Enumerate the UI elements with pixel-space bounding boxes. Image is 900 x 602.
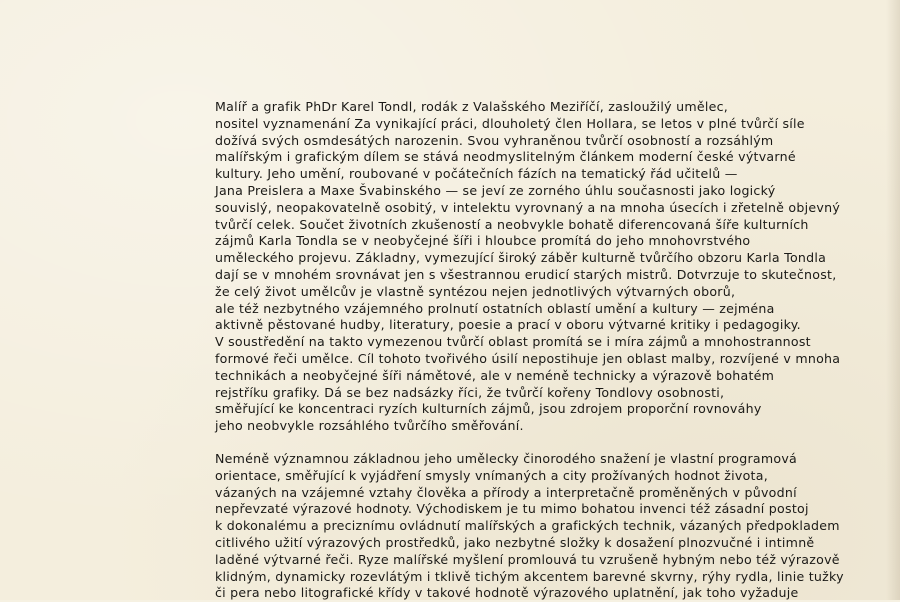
text-line: že celý život umělcův je vlastně syntézou nejen jednotlivých výtvarných oborů, bbox=[215, 283, 736, 299]
text-line: citlivého užití výrazových prostředků, jako nezbytné složky k dosažení plnozvučné i intimně bbox=[215, 534, 815, 550]
text-line: aktivně pěstované hudby, literatury, poesie a prací v oboru výtvarné kritiky i pedagogiky. bbox=[215, 317, 801, 333]
text-line: vázaných na vzájemné vztahy člověka a přírody a interpretačně proměněných v původní bbox=[215, 484, 797, 500]
text-line: orientace, směřující k vyjádření smysly vnímaných a city prožívaných hodnot života, bbox=[215, 467, 768, 483]
text-line: formové řeči umělce. Cíl tohoto tvořivého úsilí nepostihuje jen oblast malby, rozvíjené v mnoha bbox=[215, 350, 841, 366]
document-text bbox=[215, 99, 844, 602]
text-line: jeho neobvykle rozsáhlého tvůrčího směřování. bbox=[215, 418, 524, 434]
page-edge-shadow bbox=[886, 0, 900, 600]
paragraph-2 bbox=[215, 450, 844, 602]
text-line: či pera nebo litografické křídy v takové hodnotě výrazového uplatnění, jak toho vyžaduje bbox=[215, 585, 799, 601]
text-line: k dokonalému a preciznímu ovládnutí malířských a grafických technik, vázaných předpokladem bbox=[215, 518, 840, 534]
text-line: směřující ke koncentraci ryzích kulturních zájmů, jsou zdrojem proporční rovnováhy bbox=[215, 401, 762, 417]
text-line: nepřevzaté výrazové hodnoty. Východiskem je tu mimo bohatou invenci též zásadní postoj bbox=[215, 501, 809, 517]
text-line: uměleckého projevu. Základny, vymezující široký záběr kulturně tvůrčího obzoru Karla Tondla bbox=[215, 250, 827, 266]
text-line: dožívá svých osmdesátých narozenin. Svou vyhraněnou tvůrčí osobností a rozsáhlým bbox=[215, 132, 774, 148]
text-line: Malíř a grafik PhDr Karel Tondl, rodák z Valašského Meziříčí, zasloužilý umělec, bbox=[215, 99, 729, 114]
text-line: souvislý, neopakovatelně osobitý, v intelektu vyrovnaný a na mnoha úsecích i zřetelně objevný bbox=[215, 199, 841, 215]
text-line: tvůrčí celek. Součet životních zkušeností a neobvykle bohatě diferencovaná šíře kulturních bbox=[215, 216, 809, 232]
text-line: nositel vyznamenání Za vynikající práci, dlouholetý člen Hollara, se letos v plné tvůrčí síle bbox=[215, 115, 805, 131]
paragraph-1 bbox=[215, 99, 841, 435]
text-line: dají se v mnohém srovnávat jen s všestrannou erudicí starých mistrů. Dotvrzuje to skutečnost, bbox=[215, 266, 837, 282]
text-line: V soustředění na takto vymezenou tvůrčí oblast promítá se i míra zájmů a mnohostrannost bbox=[215, 334, 811, 350]
text-line: ale též nezbytného vzájemného prolnutí ostatních oblastí umění a kultury — zejména bbox=[215, 300, 775, 316]
text-line: zájmů Karla Tondla se v neobyčejné šíři i hloubce promítá do jeho mnohovrstvého bbox=[215, 233, 751, 249]
text-line: Jana Preislera a Maxe Švabinského — se jeví ze zorného úhlu současnosti jako logický bbox=[215, 182, 776, 198]
text-line: klidným, dynamicky rozevlátým i tklivě tichým akcentem barevné skvrny, rýhy rydla, linie tužky bbox=[215, 568, 844, 584]
text-line: technikách a neobyčejné šíři námětové, ale v neméně technicky a výrazově bohatém bbox=[215, 367, 775, 383]
text-line: laděné výtvarné řeči. Ryze malířské myšlení promlouvá tu vzrušeně hybným nebo též výrazově bbox=[215, 551, 840, 567]
text-line: rejstříku grafiky. Dá se bez nadsázky říci, že tvůrčí kořeny Tondlovy osobnosti, bbox=[215, 384, 725, 400]
text-line: Neméně významnou základnou jeho umělecky činorodého snažení je vlastní programová bbox=[215, 450, 798, 466]
text-line: malířským i grafickým dílem se stává neodmyslitelným článkem moderní české výtvarné bbox=[215, 149, 796, 165]
text-line: kultury. Jeho umění, roubované v počátečních fázích na tematický řád učitelů — bbox=[215, 166, 738, 182]
